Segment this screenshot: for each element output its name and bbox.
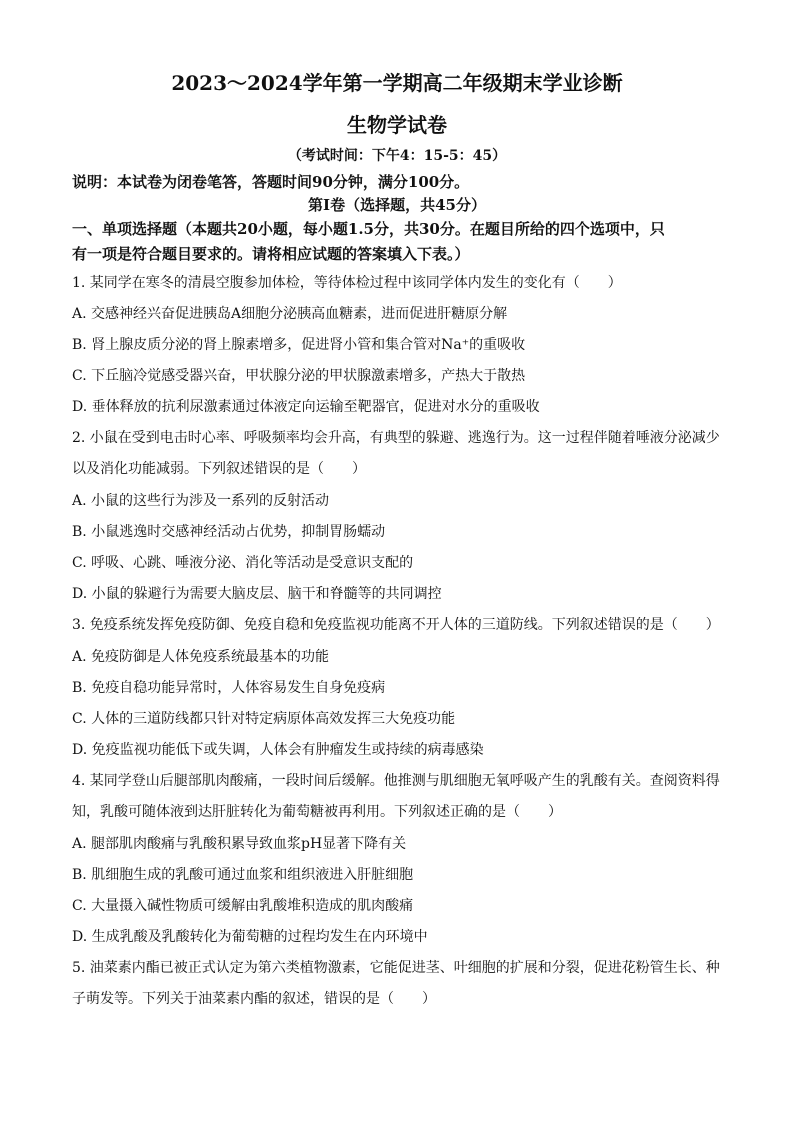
question-4-stem-line-2: 知，乳酸可随体液到达肝脏转化为葡萄糖被再利用。下列叙述正确的是（ ） (72, 804, 562, 820)
question-5-stem-line-2: 子萌发等。下列关于油菜素内酯的叙述，错误的是（ ） (72, 991, 436, 1007)
section-instruction-line-2: 有一项是符合题目要求的。请将相应试题的答案填入下表。） (72, 245, 470, 263)
question-2-option-d: D. 小鼠的躲避行为需要大脑皮层、脑干和脊髓等的共同调控 (72, 586, 442, 602)
question-4-option-d: D. 生成乳酸及乳酸转化为葡萄糖的过程均发生在内环境中 (72, 929, 428, 945)
question-3-option-b: B. 免疫自稳功能异常时，人体容易发生自身免疫病 (72, 680, 386, 696)
exam-title: 2023～2024学年第一学期高二年级期末学业诊断 (171, 71, 623, 95)
question-4-option-c: C. 大量摄入碱性物质可缓解由乳酸堆积造成的肌肉酸痛 (72, 898, 414, 914)
question-1-stem: 1. 某同学在寒冬的清晨空腹参加体检，等待体检过程中该同学体内发生的变化有（ ） (72, 275, 622, 291)
question-4-option-a: A. 腿部肌肉酸痛与乳酸积累导致血浆pH显著下降有关 (72, 836, 407, 852)
exam-time: （考试时间：下午4：15-5：45） (287, 148, 507, 164)
question-3-option-d: D. 免疫监视功能低下或失调，人体会有肿瘤发生或持续的病毒感染 (72, 742, 484, 758)
section-instruction-line-1: 一、单项选择题（本题共20小题，每小题1.5分，共30分。在题目所给的四个选项中，只 (72, 220, 665, 238)
question-2-option-b: B. 小鼠逃逸时交感神经活动占优势，抑制胃肠蠕动 (72, 524, 386, 540)
question-1-option-b: B. 肾上腺皮质分泌的肾上腺素增多，促进肾小管和集合管对Na⁺的重吸收 (72, 337, 526, 353)
question-2-option-c: C. 呼吸、心跳、唾液分泌、消化等活动是受意识支配的 (72, 555, 414, 571)
question-1-option-a: A. 交感神经兴奋促进胰岛A细胞分泌胰高血糖素，进而促进肝糖原分解 (72, 306, 508, 322)
question-4-stem-line-1: 4. 某同学登山后腿部肌肉酸痛，一段时间后缓解。他推测与肌细胞无氧呼吸产生的乳酸有关。查阅资料得 (72, 773, 720, 789)
question-3-option-c: C. 人体的三道防线都只针对特定病原体高效发挥三大免疫功能 (72, 711, 456, 727)
question-3-option-a: A. 免疫防御是人体免疫系统最基本的功能 (72, 649, 330, 665)
exam-subtitle: 生物学试卷 (347, 113, 447, 137)
question-3-stem: 3. 免疫系统发挥免疫防御、免疫自稳和免疫监视功能离不开人体的三道防线。下列叙述错误的是（ ） (72, 617, 720, 633)
question-1-option-c: C. 下丘脑冷觉感受器兴奋，甲状腺分泌的甲状腺激素增多，产热大于散热 (72, 368, 526, 384)
exam-note: 说明：本试卷为闭卷笔答，答题时间90分钟，满分100分。 (72, 173, 470, 191)
question-2-option-a: A. 小鼠的这些行为涉及一系列的反射活动 (72, 493, 330, 509)
question-2-stem-line-2: 以及消化功能减弱。下列叙述错误的是（ ） (72, 461, 366, 477)
question-5-stem-line-1: 5. 油菜素内酯已被正式认定为第六类植物激素，它能促进茎、叶细胞的扩展和分裂，促进花粉管生长、种 (72, 960, 720, 976)
part-title: 第Ⅰ卷（选择题，共45分） (308, 196, 486, 214)
question-4-option-b: B. 肌细胞生成的乳酸可通过血浆和组织液进入肝脏细胞 (72, 867, 414, 883)
question-2-stem-line-1: 2. 小鼠在受到电击时心率、呼吸频率均会升高，有典型的躲避、逃逸行为。这一过程伴随着唾液分泌减少 (72, 430, 720, 446)
question-1-option-d: D. 垂体释放的抗利尿激素通过体液定向运输至靶器官，促进对水分的重吸收 (72, 399, 540, 415)
